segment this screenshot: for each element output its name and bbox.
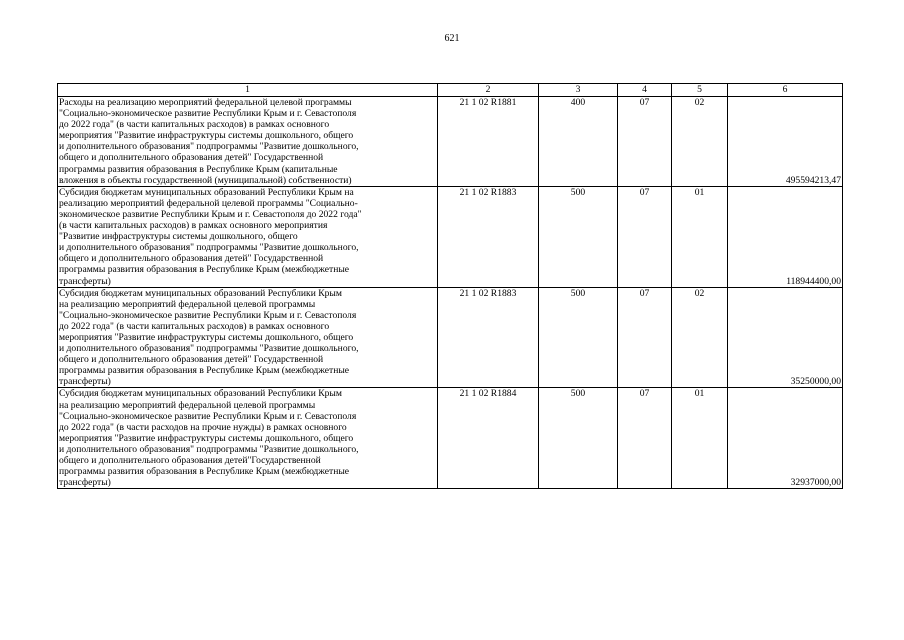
description-line: (в части капитальных расходов) в рамках основного мероприятия bbox=[59, 220, 328, 232]
description-line: общего и дополнительного образования детей"Государственной bbox=[59, 455, 321, 466]
row-description bbox=[58, 97, 438, 187]
row-col-3: 500 bbox=[539, 186, 618, 287]
description-line: программы развития образования в Республике Крым (межбюджетные bbox=[59, 466, 350, 478]
header-col-2: 2 bbox=[438, 84, 539, 97]
header-col-1: 1 bbox=[58, 84, 438, 97]
description-line: Субсидия бюджетам муниципальных образований Республики Крым на bbox=[59, 186, 354, 198]
table-header-row bbox=[58, 84, 843, 97]
description-line: до 2022 года" (в части расходов на прочие нужды) в рамках основного bbox=[59, 421, 347, 433]
header-col-6: 6 bbox=[728, 84, 843, 97]
description-line: Субсидия бюджетам муниципальных образований Республики Крым bbox=[59, 388, 342, 400]
row-col-4: 07 bbox=[618, 186, 672, 287]
description-line: реализацию мероприятий федеральной целевой программы "Социально- bbox=[59, 197, 358, 209]
row-code: 21 1 02 R1884 bbox=[438, 388, 539, 489]
description-line: Субсидия бюджетам муниципальных образований Республики Крым bbox=[59, 287, 342, 299]
description-line: до 2022 года" (в части капитальных расходов) в рамках основного bbox=[59, 119, 330, 131]
header-col-5: 5 bbox=[672, 84, 728, 97]
table-row bbox=[58, 186, 843, 287]
description-line: до 2022 года" (в части капитальных расходов) в рамках основного bbox=[59, 320, 330, 332]
row-col-3: 500 bbox=[539, 388, 618, 489]
header-col-3: 3 bbox=[539, 84, 618, 97]
row-col-3: 400 bbox=[539, 97, 618, 187]
row-amount: 35250000,00 bbox=[728, 287, 843, 388]
description-line: "Социально-экономическое развитие Республики Крым и г. Севастополя bbox=[59, 410, 357, 422]
description-line: экономическое развитие Республики Крым и г. Севастополя до 2022 года" bbox=[59, 208, 362, 220]
header-col-4: 4 bbox=[618, 84, 672, 97]
description-line: программы развития образования в Республике Крым (капитальные bbox=[59, 163, 338, 175]
description-line: программы развития образования в Республике Крым (межбюджетные bbox=[59, 264, 350, 276]
description-line: общего и дополнительного образования детей" Государственной bbox=[59, 354, 324, 366]
row-col-4: 07 bbox=[618, 287, 672, 388]
page-number: 621 bbox=[444, 33, 460, 44]
row-amount: 495594213,47 bbox=[728, 97, 843, 187]
description-line: вложения в объекты государственной (муниципальной) собственности) bbox=[59, 174, 352, 186]
row-code: 21 1 02 R1883 bbox=[438, 287, 539, 388]
row-col-3: 500 bbox=[539, 287, 618, 388]
description-line: на реализацию мероприятий федеральной целевой программы bbox=[59, 399, 316, 411]
description-line: Расходы на реализацию мероприятий федеральной целевой программы bbox=[59, 97, 352, 108]
description-line: трансферты) bbox=[59, 275, 111, 287]
description-line: трансферты) bbox=[59, 477, 111, 489]
row-description bbox=[58, 287, 438, 388]
row-code: 21 1 02 R1881 bbox=[438, 97, 539, 187]
description-line: трансферты) bbox=[59, 376, 111, 388]
description-line: и дополнительного образования" подпрограммы "Развитие дошкольного, bbox=[59, 242, 359, 254]
table-row bbox=[58, 388, 843, 489]
description-line: на реализацию мероприятий федеральной целевой программы bbox=[59, 298, 316, 310]
description-line: и дополнительного образования" подпрограммы "Развитие дошкольного, bbox=[59, 443, 359, 455]
row-col-5: 02 bbox=[672, 287, 728, 388]
table-row bbox=[58, 287, 843, 388]
row-col-5: 02 bbox=[672, 97, 728, 187]
row-col-5: 01 bbox=[672, 186, 728, 287]
description-line: и дополнительного образования" подпрограммы "Развитие дошкольного, bbox=[59, 343, 359, 355]
row-col-4: 07 bbox=[618, 97, 672, 187]
row-code: 21 1 02 R1883 bbox=[438, 186, 539, 287]
description-line: общего и дополнительного образования детей" Государственной bbox=[59, 152, 324, 164]
table-row bbox=[58, 97, 843, 187]
budget-table bbox=[57, 83, 843, 489]
description-line: программы развития образования в Республике Крым (межбюджетные bbox=[59, 365, 350, 377]
row-amount: 118944400,00 bbox=[728, 186, 843, 287]
row-description bbox=[58, 186, 438, 287]
row-col-5: 01 bbox=[672, 388, 728, 489]
description-line: мероприятия "Развитие инфраструктуры системы дошкольного, общего bbox=[59, 331, 354, 343]
row-description bbox=[58, 388, 438, 489]
description-line: мероприятия "Развитие инфраструктуры системы дошкольного, общего bbox=[59, 130, 354, 142]
row-col-4: 07 bbox=[618, 388, 672, 489]
description-line: мероприятия "Развитие инфраструктуры системы дошкольного, общего bbox=[59, 432, 354, 444]
description-line: "Развитие инфраструктуры системы дошкольного, общего bbox=[59, 231, 298, 243]
row-amount: 32937000,00 bbox=[728, 388, 843, 489]
description-line: "Социально-экономическое развитие Республики Крым и г. Севастополя bbox=[59, 309, 357, 321]
description-line: общего и дополнительного образования детей" Государственной bbox=[59, 253, 324, 265]
description-line: и дополнительного образования" подпрограммы "Развитие дошкольного, bbox=[59, 141, 359, 153]
description-line: "Социально-экономическое развитие Республики Крым и г. Севастополя bbox=[59, 108, 357, 120]
